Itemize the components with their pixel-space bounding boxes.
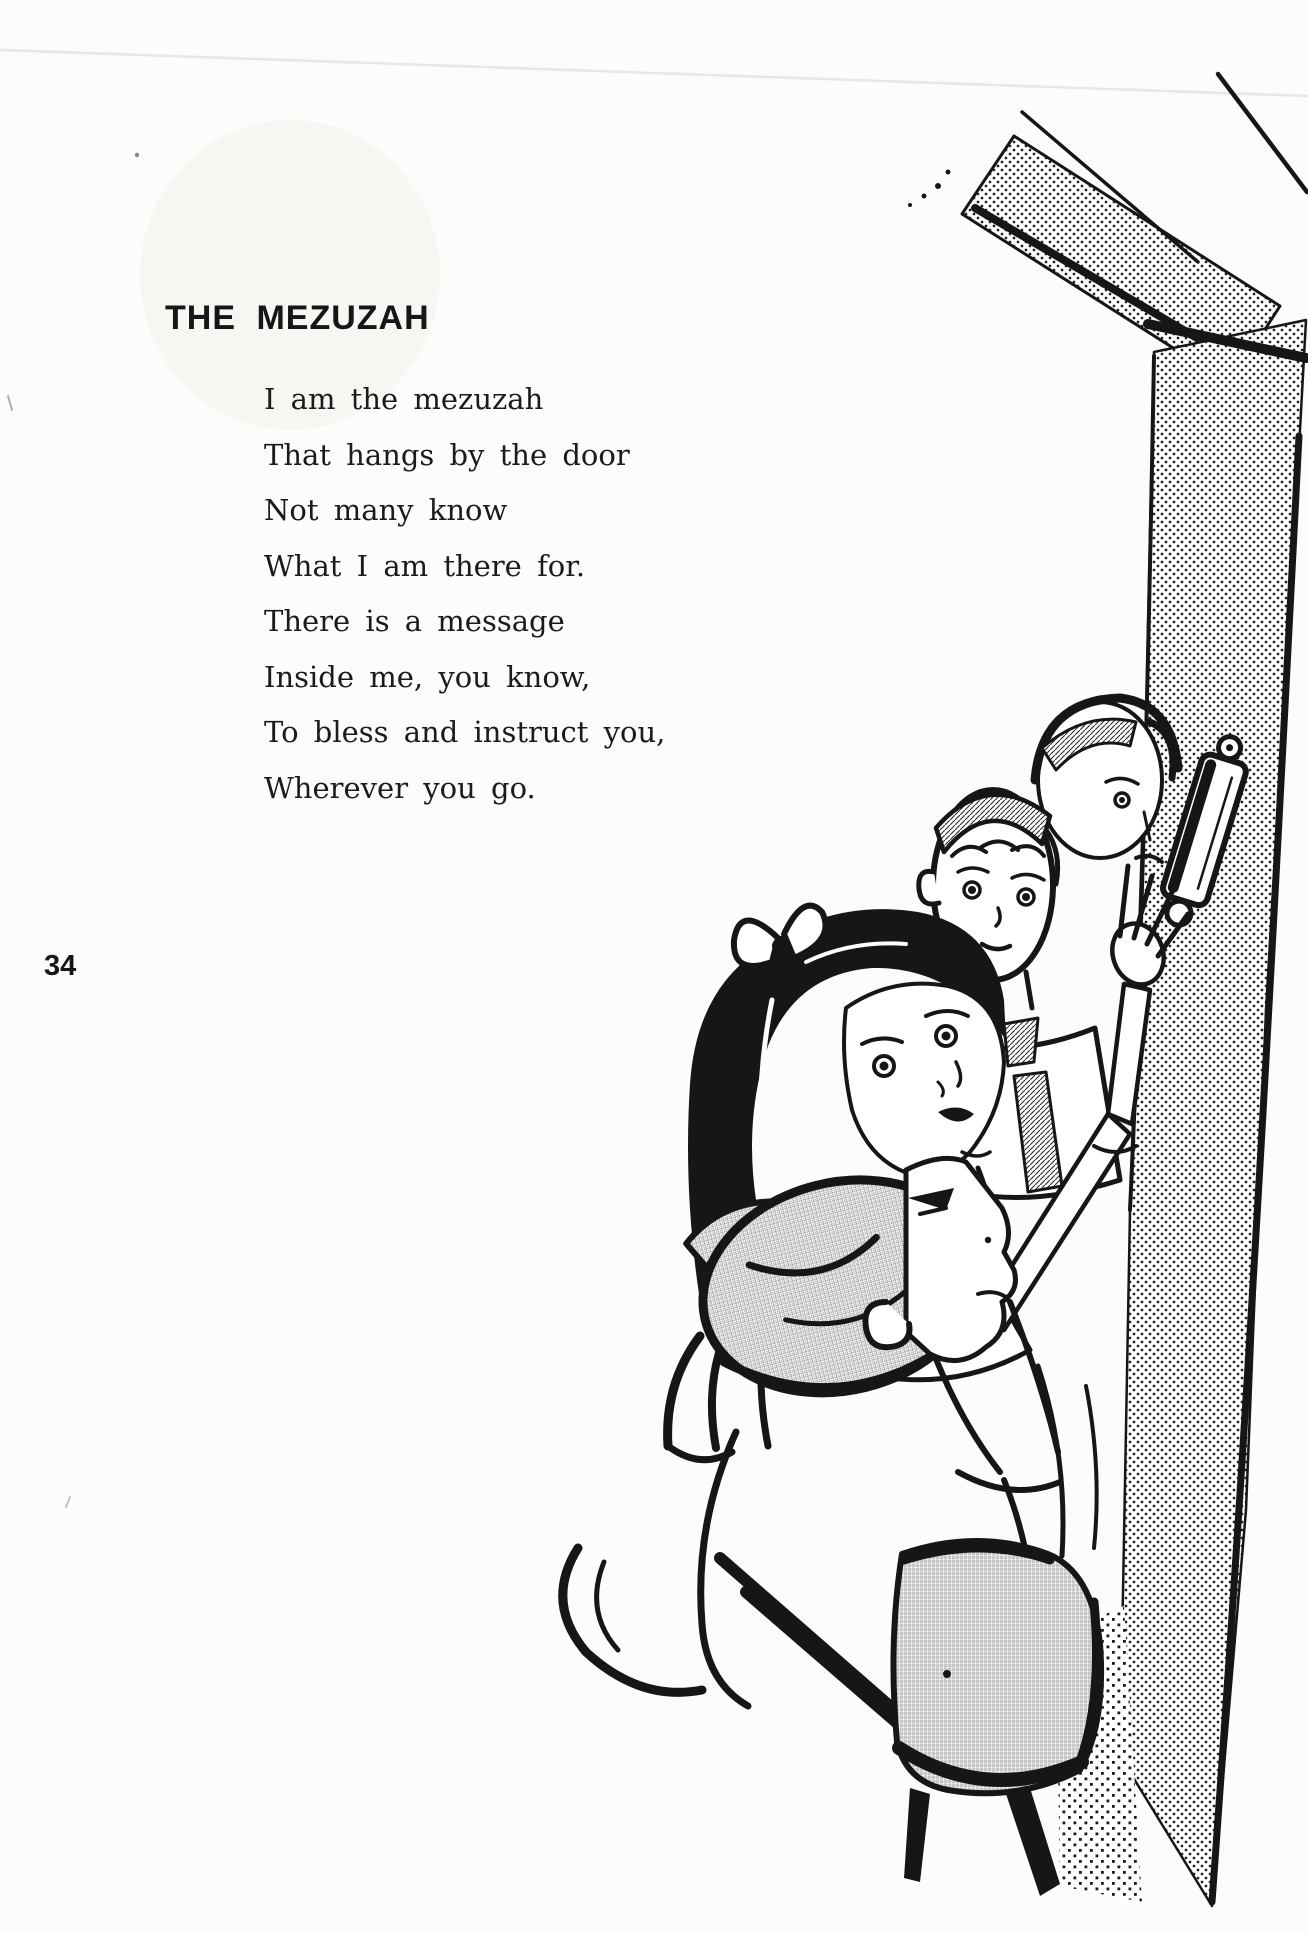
poem-line: To bless and instruct you,: [264, 715, 666, 749]
poem-line: I am the mezuzah: [264, 382, 544, 416]
tie-knot: [1004, 1018, 1038, 1066]
poem-line: Inside me, you know,: [264, 659, 591, 694]
doorpost: [1120, 320, 1306, 1906]
poem-line: That hangs by the door: [264, 437, 630, 472]
poem-line: Wherever you go.: [264, 770, 536, 805]
poem-line: Not many know: [264, 493, 508, 527]
poem-line: What I am there for.: [264, 548, 586, 583]
poem-title: THE MEZUZAH: [165, 299, 430, 337]
leg: [904, 1788, 930, 1882]
hair-bow: [734, 920, 778, 965]
page-number: 34: [44, 950, 77, 982]
poem-line: There is a message: [264, 604, 565, 638]
leg: [1006, 1788, 1060, 1896]
